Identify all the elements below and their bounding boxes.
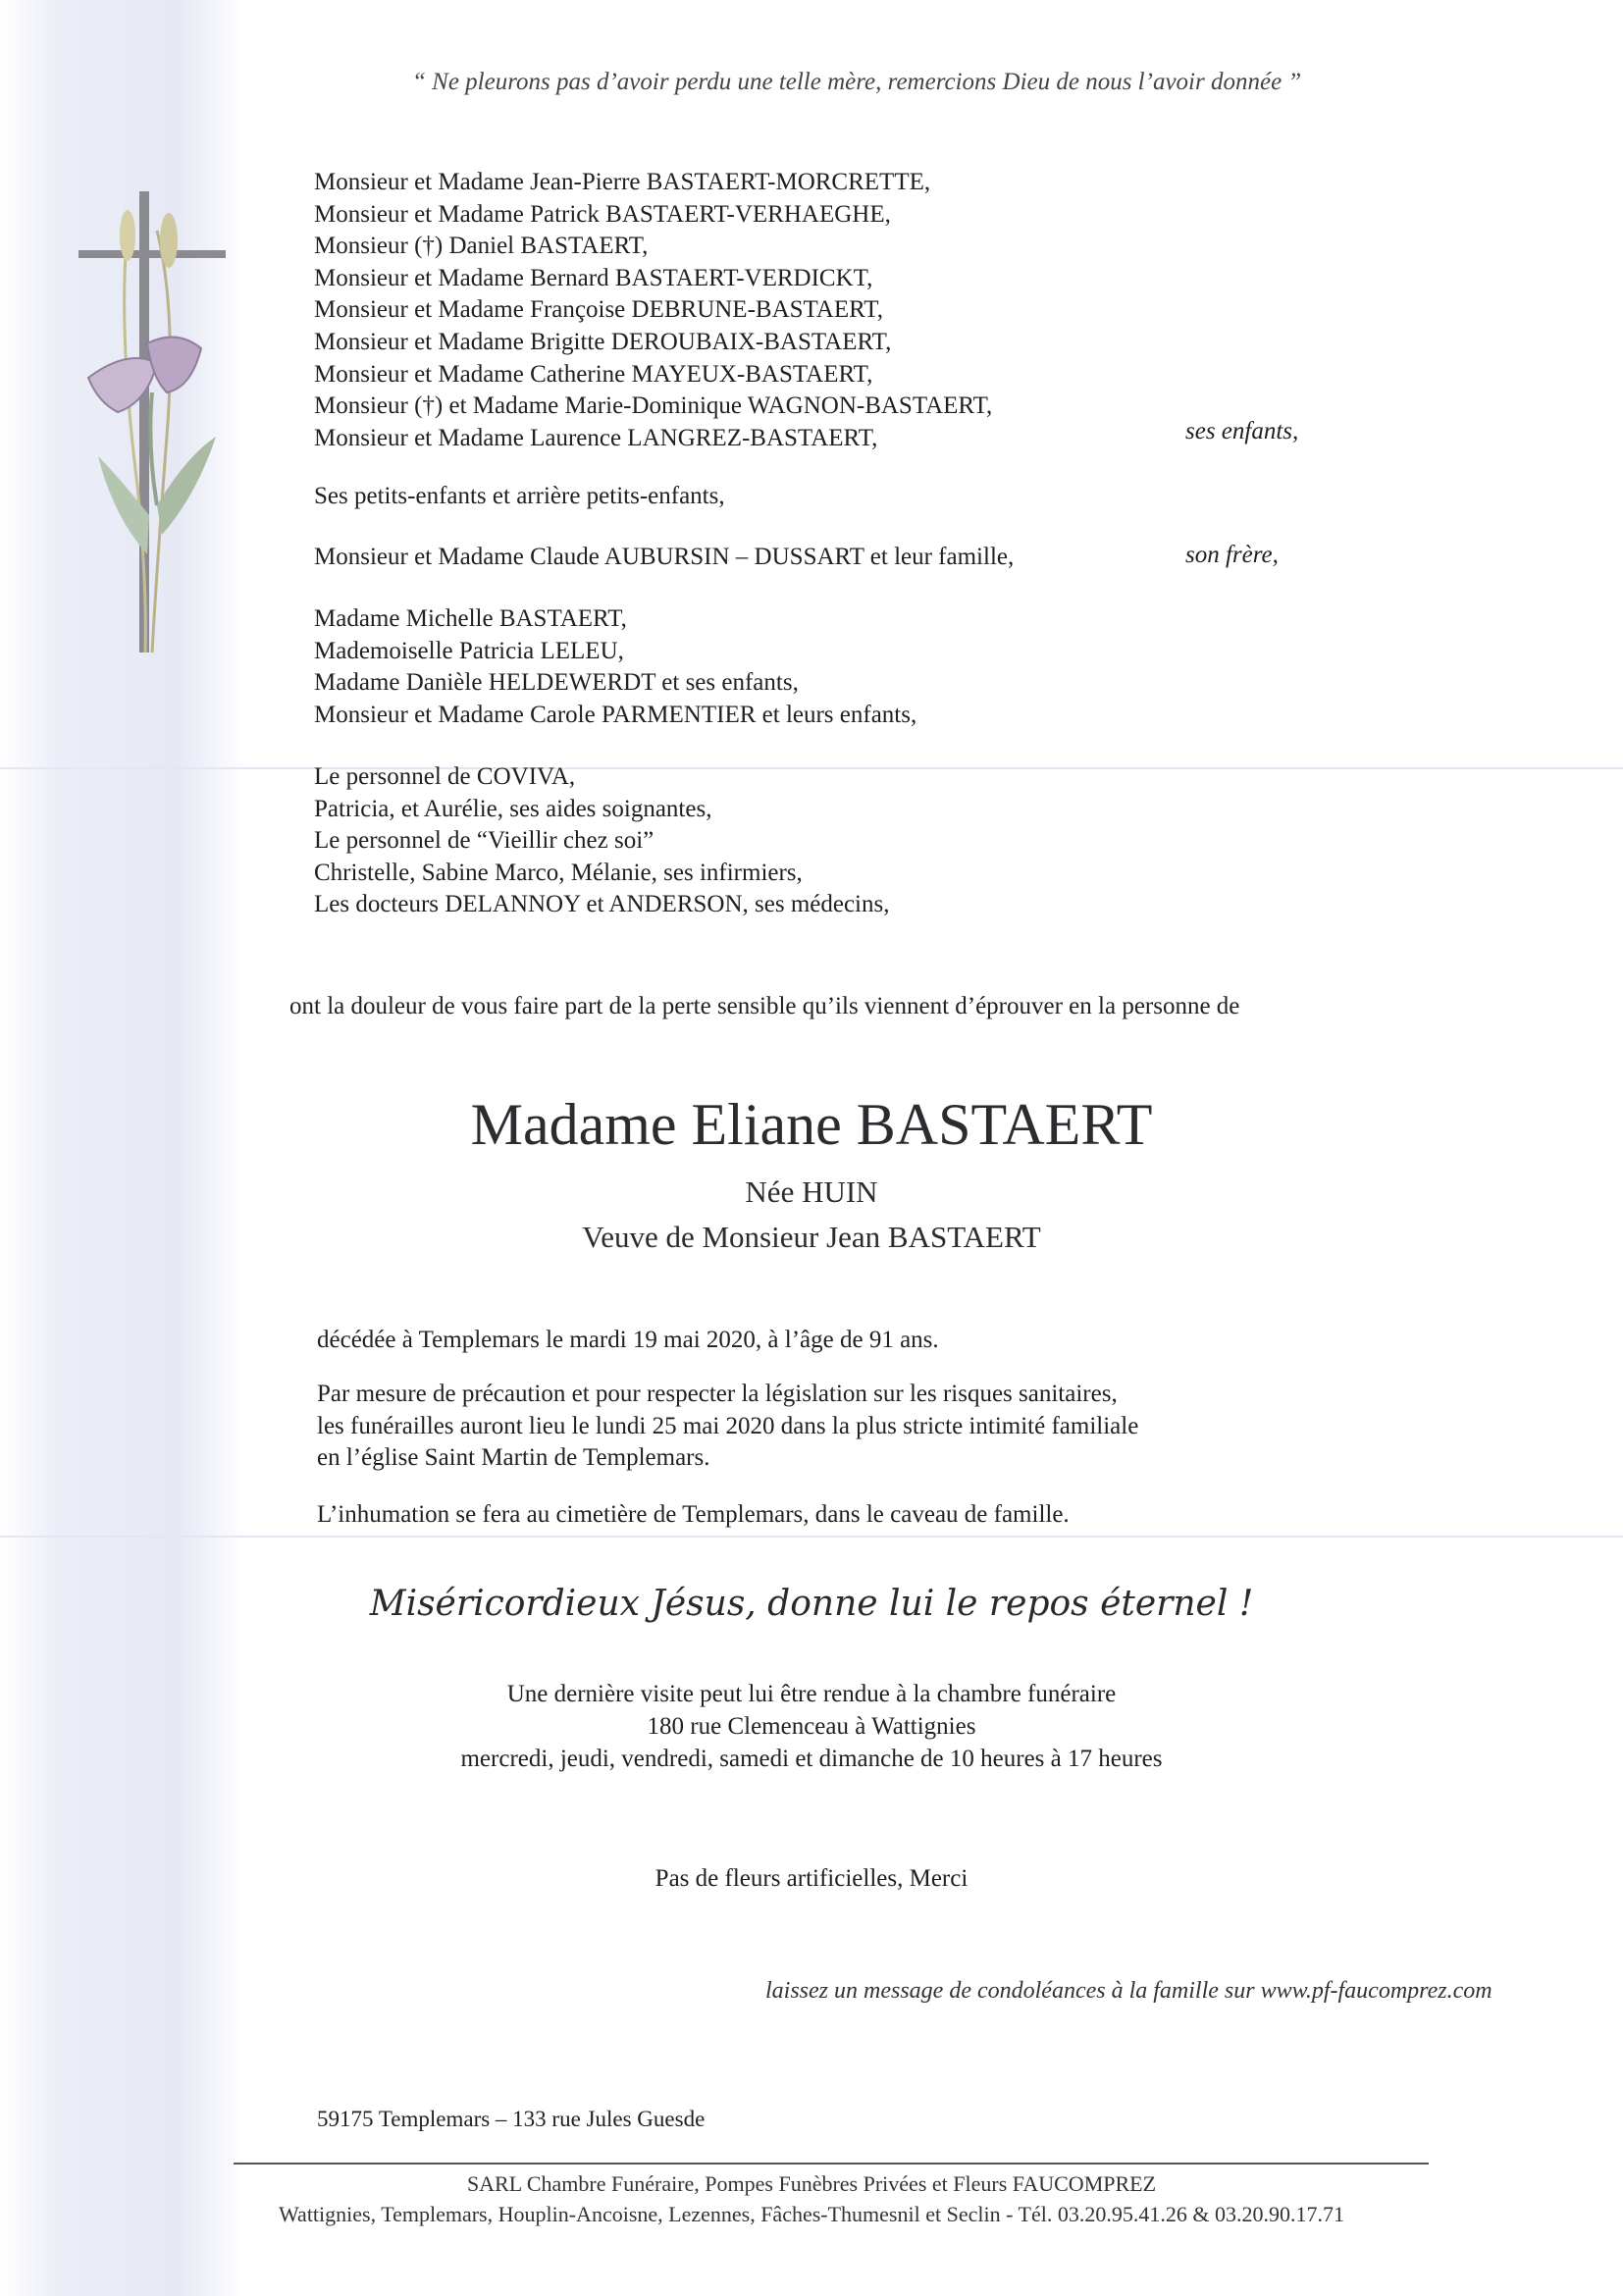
- list-item: Monsieur et Madame Brigitte DEROUBAIX-BASTAERT,: [314, 328, 892, 355]
- address: 59175 Templemars – 133 rue Jules Guesde: [317, 2107, 706, 2131]
- cross-lily-icon: [59, 191, 245, 702]
- relatives-list: [314, 603, 916, 731]
- list-item: Madame Danièle HELDEWERDT et ses enfants,: [314, 669, 799, 697]
- funeral-details: [317, 1379, 1138, 1475]
- widow-of: Veuve de Monsieur Jean BASTAERT: [582, 1220, 1041, 1254]
- footer-towns: Wattignies, Templemars, Houplin-Ancoisne, Lezennes, Fâches-Thumesnil et Seclin - Tél. 03.20.95.41.26 & 03.20.90.17.71: [279, 2202, 1344, 2226]
- funeral-line: les funérailles auront lieu le lundi 25 mai 2020 dans la plus stricte intimité familiale: [317, 1412, 1139, 1439]
- maiden-name: Née HUIN: [745, 1174, 878, 1209]
- death-notice: décédée à Templemars le mardi 19 mai 2020, à l’âge de 91 ans.: [317, 1327, 939, 1353]
- burial-notice: L’inhumation se fera au cimetière de Templemars, dans le caveau de famille.: [317, 1501, 1070, 1528]
- condolences-link[interactable]: laissez un message de condoléances à la famille sur www.pf-faucomprez.com: [765, 1978, 1492, 2004]
- brother-role: son frère,: [1185, 542, 1279, 568]
- children-role: ses enfants,: [1185, 418, 1299, 444]
- list-item: Le personnel de COVIVA,: [314, 763, 576, 790]
- brother-line: Monsieur et Madame Claude AUBURSIN – DUSSART et leur famille,: [314, 544, 1015, 570]
- announcement-intro: ont la douleur de vous faire part de la perte sensible qu’ils viennent d’éprouver en la personne de: [289, 993, 1240, 1019]
- footer-divider: [234, 2163, 1429, 2165]
- funeral-line: Par mesure de précaution et pour respecter la législation sur les risques sanitaires,: [317, 1381, 1118, 1407]
- opening-quote: “ Ne pleurons pas d’avoir perdu une telle mère, remercions Dieu de nous l’avoir donnée ”: [412, 69, 1302, 95]
- flowers-notice: Pas de fleurs artificielles, Merci: [654, 1865, 969, 1892]
- list-item: Le personnel de “Vieillir chez soi”: [314, 827, 654, 855]
- visit-line: 180 rue Clemenceau à Wattignies: [647, 1713, 976, 1740]
- list-item: Monsieur et Madame Laurence LANGREZ-BASTAERT,: [314, 424, 878, 451]
- fold-line: [0, 1536, 1623, 1538]
- footer-company: SARL Chambre Funéraire, Pompes Funèbres Privées et Fleurs FAUCOMPREZ: [466, 2171, 1157, 2196]
- list-item: Monsieur (†) Daniel BASTAERT,: [314, 233, 649, 260]
- funeral-line: en l’église Saint Martin de Templemars.: [317, 1444, 710, 1472]
- list-item: Monsieur et Madame Catherine MAYEUX-BASTAERT,: [314, 360, 873, 388]
- deceased-name: Madame Eliane BASTAERT: [470, 1092, 1153, 1157]
- caregivers-list: [314, 761, 889, 921]
- list-item: Madame Michelle BASTAERT,: [314, 605, 627, 632]
- visit-info: [0, 1678, 1623, 1775]
- list-item: Mademoiselle Patricia LELEU,: [314, 637, 624, 664]
- list-item: Monsieur et Madame Bernard BASTAERT-VERDICKT,: [314, 264, 873, 291]
- list-item: Les docteurs DELANNOY et ANDERSON, ses médecins,: [314, 891, 890, 918]
- list-item: Monsieur et Madame Patrick BASTAERT-VERHAEGHE,: [314, 200, 891, 228]
- list-item: Monsieur et Madame Françoise DEBRUNE-BASTAERT,: [314, 296, 883, 324]
- list-item: Monsieur et Madame Carole PARMENTIER et leurs enfants,: [314, 701, 917, 728]
- list-item: Patricia, et Aurélie, ses aides soignantes,: [314, 795, 712, 822]
- visit-line: mercredi, jeudi, vendredi, samedi et dimanche de 10 heures à 17 heures: [460, 1746, 1163, 1772]
- grandchildren-line: Ses petits-enfants et arrière petits-enfants,: [314, 483, 725, 509]
- list-item: Christelle, Sabine Marco, Mélanie, ses infirmiers,: [314, 859, 803, 886]
- prayer-line: Miséricordieux Jésus, donne lui le repos éternel !: [369, 1584, 1254, 1624]
- visit-line: Une dernière visite peut lui être rendue à la chambre funéraire: [506, 1681, 1117, 1707]
- children-list: [314, 167, 992, 454]
- list-item: Monsieur et Madame Jean-Pierre BASTAERT-MORCRETTE,: [314, 169, 931, 195]
- list-item: Monsieur (†) et Madame Marie-Dominique WAGNON-BASTAERT,: [314, 392, 993, 420]
